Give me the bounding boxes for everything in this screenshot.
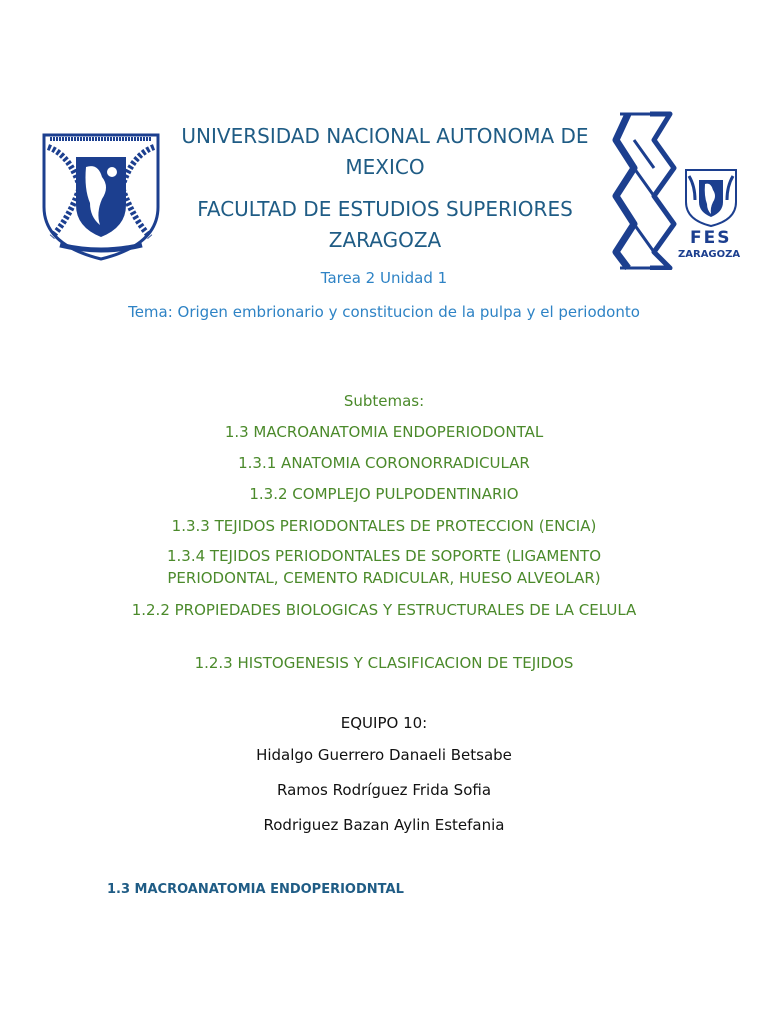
assignment-title: Tarea 2 Unidad 1 — [320, 269, 448, 287]
team-member: Ramos Rodríguez Frida Sofia — [276, 781, 492, 799]
team-member: Hidalgo Guerrero Danaeli Betsabe — [256, 746, 512, 764]
faculty-title: FACULTAD DE ESTUDIOS SUPERIORES ZARAGOZA — [197, 197, 573, 252]
subtopic-item: 1.3.2 COMPLEJO PULPODENTINARIO — [249, 485, 519, 503]
fes-logo-text: FES — [690, 228, 732, 248]
subtopic-item: 1.2.2 PROPIEDADES BIOLOGICAS Y ESTRUCTURALES DE LA CELULA — [131, 601, 637, 619]
subtopic-item: 1.2.3 HISTOGENESIS Y CLASIFICACION DE TEJIDOS — [194, 654, 574, 672]
subtopic-item: 1.3.4 TEJIDOS PERIODONTALES DE SOPORTE (LIGAMENTO PERIODONTAL, CEMENTO RADICULAR, HUESO ALVEOLAR) — [166, 547, 602, 587]
team-member: Rodriguez Bazan Aylin Estefania — [263, 816, 505, 834]
assignment-topic: Tema: Origen embrionario y constitucion de la pulpa y el periodonto — [128, 303, 640, 321]
unam-crest-logo — [40, 127, 162, 262]
subtopic-item: 1.3.1 ANATOMIA CORONORRADICULAR — [238, 454, 530, 472]
university-title: UNIVERSIDAD NACIONAL AUTONOMA DE MEXICO — [181, 124, 589, 179]
subtopics-label: Subtemas: — [343, 392, 425, 410]
fes-unam-seal-logo — [683, 166, 739, 228]
section-heading: 1.3 MACROANATOMIA ENDOPERIODNTAL — [107, 882, 404, 897]
team-label: EQUIPO 10: — [340, 714, 428, 732]
fes-logo-subtext: ZARAGOZA — [678, 249, 741, 260]
subtopic-item: 1.3 MACROANATOMIA ENDOPERIODONTAL — [224, 423, 544, 441]
subtopic-item: 1.3.3 TEJIDOS PERIODONTALES DE PROTECCION (ENCIA) — [171, 517, 597, 535]
